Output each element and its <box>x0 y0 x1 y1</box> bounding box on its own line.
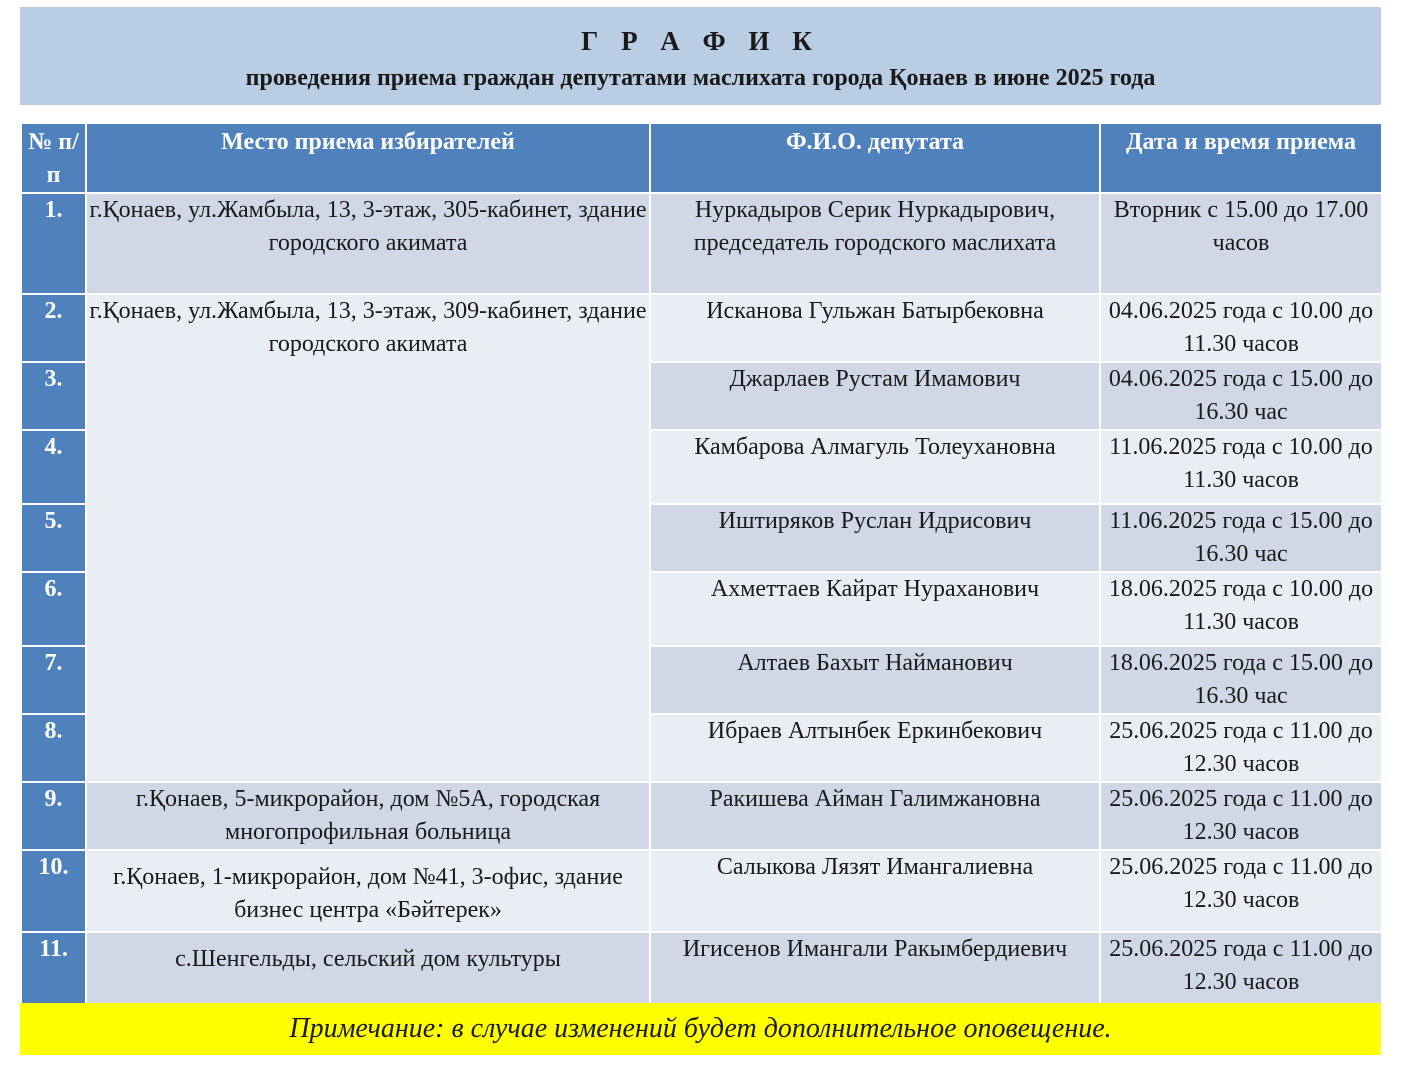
deputy-name: Исканова Гульжан Батырбековна <box>650 294 1100 362</box>
table-row <box>21 193 1382 294</box>
reception-place: г.Қонаев, ул.Жамбыла, 13, 3-этаж, 309-кабинет, здание городского акимата <box>86 294 650 782</box>
deputy-name: Иштиряков Руслан Идрисович <box>650 504 1100 572</box>
reception-time: 04.06.2025 года с 15.00 до 16.30 час <box>1100 362 1382 430</box>
deputy-name: Игисенов Имангали Ракымбердиевич <box>650 932 1100 1009</box>
page-subtitle: проведения приема граждан депутатами маслихата города Қонаев в июне 2025 года <box>245 65 1156 91</box>
reception-place: с.Шенгельды, сельский дом культуры <box>86 932 650 1009</box>
deputy-name: Джарлаев Рустам Имамович <box>650 362 1100 430</box>
deputy-name: Нуркадыров Серик Нуркадырович, председатель городского маслихата <box>650 193 1100 294</box>
deputy-name: Ахметтаев Кайрат Нураханович <box>650 572 1100 646</box>
footnote-banner: Примечание: в случае изменений будет дополнительное оповещение. <box>20 1003 1381 1055</box>
column-header-datetime: Дата и время приема <box>1100 123 1382 193</box>
table-row <box>21 782 1382 850</box>
deputy-name: Камбарова Алмагуль Толеухановна <box>650 430 1100 504</box>
table-row <box>21 850 1382 932</box>
row-number: 10. <box>21 850 86 932</box>
row-number: 7. <box>21 646 86 714</box>
reception-time: 18.06.2025 года с 15.00 до 16.30 час <box>1100 646 1382 714</box>
page-title: Г Р А Ф И К <box>581 26 820 56</box>
table-row <box>21 932 1382 1009</box>
reception-place: г.Қонаев, ул.Жамбыла, 13, 3-этаж, 305-кабинет, здание городского акимата <box>86 193 650 294</box>
schedule-table <box>20 122 1383 1010</box>
column-header-place: Место приема избирателей <box>86 123 650 193</box>
title-banner <box>20 7 1381 105</box>
deputy-name: Алтаев Бахыт Найманович <box>650 646 1100 714</box>
row-number: 11. <box>21 932 86 1009</box>
row-number: 2. <box>21 294 86 362</box>
deputy-name: Ракишева Айман Галимжановна <box>650 782 1100 850</box>
row-number: 3. <box>21 362 86 430</box>
row-number: 9. <box>21 782 86 850</box>
column-header-deputy: Ф.И.О. депутата <box>650 123 1100 193</box>
row-number: 1. <box>21 193 86 294</box>
deputy-name: Салыкова Лязят Имангалиевна <box>650 850 1100 932</box>
reception-place: г.Қонаев, 5-микрорайон, дом №5А, городская многопрофильная больница <box>86 782 650 850</box>
row-number: 5. <box>21 504 86 572</box>
reception-time: 25.06.2025 года с 11.00 до 12.30 часов <box>1100 850 1382 932</box>
table-row <box>21 294 1382 362</box>
row-number: 6. <box>21 572 86 646</box>
reception-time: 04.06.2025 года с 10.00 до 11.30 часов <box>1100 294 1382 362</box>
reception-time: 25.06.2025 года с 11.00 до 12.30 часов <box>1100 932 1382 1009</box>
reception-time: Вторник с 15.00 до 17.00 часов <box>1100 193 1382 294</box>
row-number: 8. <box>21 714 86 782</box>
reception-time: 11.06.2025 года с 10.00 до 11.30 часов <box>1100 430 1382 504</box>
row-number: 4. <box>21 430 86 504</box>
column-header-number: № п/п <box>21 123 86 193</box>
reception-time: 11.06.2025 года с 15.00 до 16.30 час <box>1100 504 1382 572</box>
table-header-row <box>21 123 1382 193</box>
reception-place: г.Қонаев, 1-микрорайон, дом №41, 3-офис, здание бизнес центра «Бәйтерек» <box>86 850 650 932</box>
deputy-name: Ибраев Алтынбек Еркинбекович <box>650 714 1100 782</box>
reception-time: 25.06.2025 года с 11.00 до 12.30 часов <box>1100 782 1382 850</box>
reception-time: 25.06.2025 года с 11.00 до 12.30 часов <box>1100 714 1382 782</box>
reception-time: 18.06.2025 года с 10.00 до 11.30 часов <box>1100 572 1382 646</box>
